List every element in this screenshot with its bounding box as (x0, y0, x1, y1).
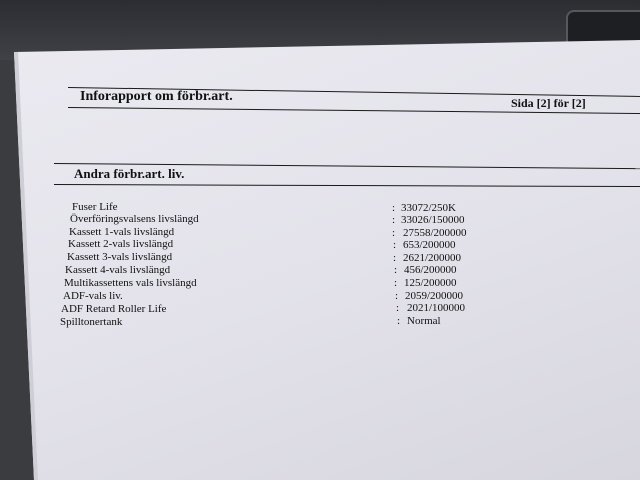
row-separator: : (394, 264, 398, 276)
row-value: 2021/100000 (407, 302, 466, 314)
row-label: Kassett 1-vals livslängd (69, 226, 175, 238)
row-value: 653/200000 (403, 239, 456, 251)
row-separator: : (396, 302, 400, 314)
row-separator: : (393, 252, 397, 264)
row-value: Normal (407, 315, 441, 327)
row-separator: : (394, 277, 398, 289)
row-label: Kassett 3-vals livslängd (67, 251, 173, 263)
section-title: Andra förbr.art. liv. (74, 166, 185, 181)
row-label: Kassett 4-vals livslängd (65, 264, 171, 276)
row-value: 125/200000 (404, 277, 457, 289)
row-value: 2059/200000 (405, 290, 464, 302)
row-value: 2621/200000 (403, 252, 462, 264)
row-value: 456/200000 (404, 264, 457, 276)
row-separator: : (395, 290, 399, 302)
report-title: Inforapport om förbr.art. (80, 89, 233, 104)
row-label: ADF Retard Roller Life (61, 303, 167, 315)
row-value: 33026/150000 (401, 214, 465, 226)
row-label: Spilltonertank (60, 316, 123, 328)
row-separator: : (392, 227, 396, 239)
row-label: ADF-vals liv. (63, 290, 123, 302)
page-indicator: Sida [2] för [2] (511, 96, 586, 110)
row-value: 33072/250K (401, 202, 456, 214)
row-separator: : (392, 202, 396, 214)
row-label: Fuser Life (72, 201, 118, 213)
row-separator: : (392, 214, 396, 226)
row-label: Överföringsvalsens livslängd (70, 213, 199, 225)
row-label: Multikassettens vals livslängd (64, 277, 197, 289)
row-value: 27558/200000 (403, 227, 467, 239)
row-separator: : (393, 239, 397, 251)
row-label: Kassett 2-vals livslängd (68, 238, 174, 250)
row-separator: : (397, 315, 401, 327)
